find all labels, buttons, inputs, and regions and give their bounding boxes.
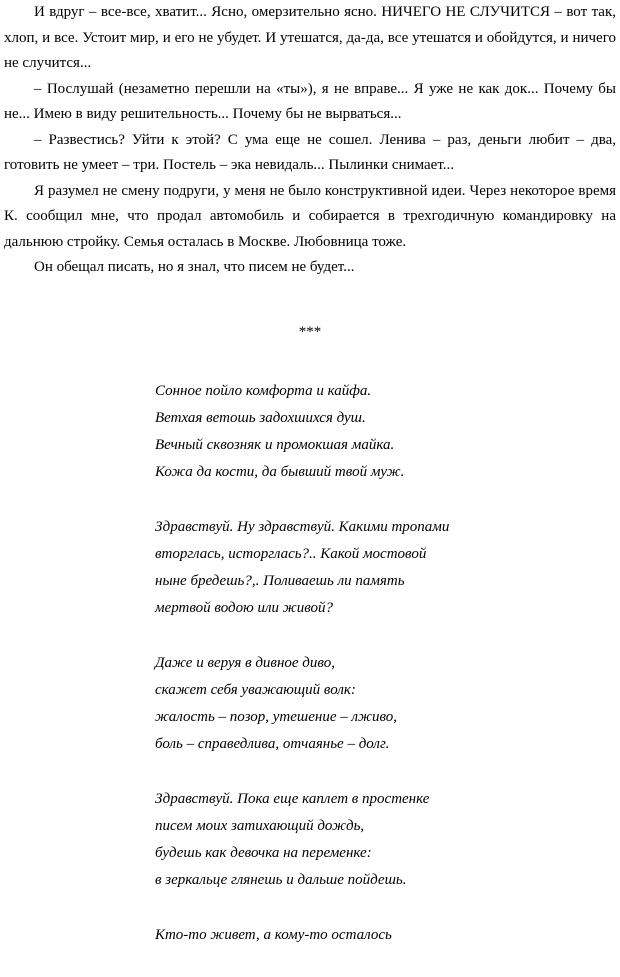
verse-line: будешь как девочка на переменке: — [155, 845, 372, 861]
verse-line: мертвой водою или живой? — [155, 600, 334, 616]
verse-line: Здравствуй. Пока еще каплет в простенке — [155, 791, 430, 807]
paragraph: Он обещал писать, но я знал, что писем не будет... — [34, 259, 355, 275]
paragraph: – Развестись? Уйти к этой? С ума еще не сошел. Ленива – раз, деньги любит – два, готовить не умеет – три. Постель – эка невидаль... Пылинки снимает... — [4, 131, 616, 173]
verse-line: ныне бредешь?,. Поливаешь ли память — [155, 573, 405, 589]
verse-line: скажет себя уважающий волк: — [155, 682, 356, 698]
poem-stanza — [155, 922, 595, 949]
verse-line: жалость – позор, утешение – лживо, — [155, 709, 398, 725]
poem-stanza — [155, 786, 595, 894]
verse-line: Сонное пойло комфорта и кайфа. — [155, 383, 372, 399]
verse-line: Кожа да кости, да бывший твой муж. — [155, 464, 405, 480]
poem-stanza — [155, 378, 595, 486]
verse-line: в зеркальце глянешь и дальше пойдешь. — [155, 872, 407, 888]
section-separator: *** — [298, 324, 322, 340]
paragraph: – Послушай (незаметно перешли на «ты»), я не вправе... Я уже не как док... Почему бы не... Имею в виду решительность... Почему бы не вырваться... — [4, 80, 616, 122]
verse-line: Здравствуй. Ну здравствуй. Какими тропами — [155, 519, 450, 535]
verse-line: вторглась, исторглась?.. Какой мостовой — [155, 546, 427, 562]
paragraph: Я разумел не смену подруги, у меня не было конструктивной идеи. Через некоторое время К. сообщил мне, что продал автомобиль и собирается в трехгодичную командировку на дальнюю стройку. Семья осталась в Москве. Любовница тоже. — [4, 182, 616, 250]
verse-line: Вечный сквозняк и промокшая майка. — [155, 437, 395, 453]
poem — [155, 378, 595, 977]
verse-line: Кто-то живет, а кому-то осталось — [155, 927, 392, 943]
poem-stanza — [155, 514, 595, 622]
verse-line: Даже и веруя в дивное диво, — [155, 655, 335, 671]
verse-line: Ветхая ветошь задохшихся душ. — [155, 410, 366, 426]
paragraph: И вдруг – все-все, хватит... Ясно, омерзительно ясно. НИЧЕГО НЕ СЛУЧИТСЯ – вот так, хлоп, и все. Устоит мир, и его не убудет. И утешатся, да-да, все утешатся и обойдутся, и ничего не случится... — [4, 4, 616, 71]
poem-stanza — [155, 650, 595, 758]
verse-line: писем моих затихающий дождь, — [155, 818, 365, 834]
prose-section — [0, 0, 620, 281]
verse-line: боль – справедлива, отчаянье – долг. — [155, 736, 390, 752]
